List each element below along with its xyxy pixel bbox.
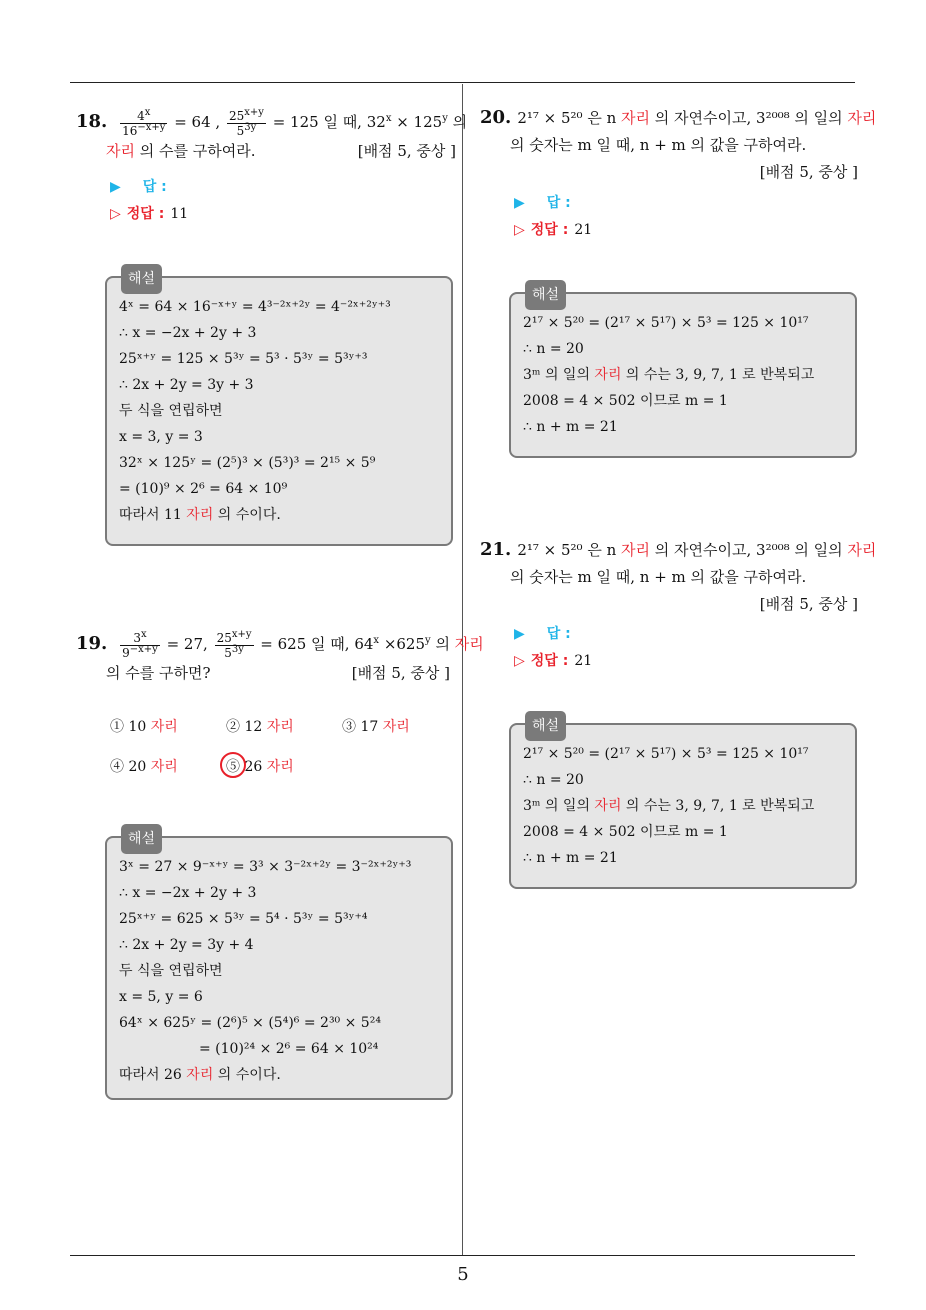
solution-line: = (10)⁹ × 2⁶ = 64 × 10⁹ bbox=[119, 481, 288, 497]
question-18 bbox=[76, 106, 468, 165]
solution-tag: 해설 bbox=[525, 711, 566, 741]
play-icon: ▶ bbox=[514, 195, 525, 211]
solution-line: 2¹⁷ × 5²⁰ = (2¹⁷ × 5¹⁷) × 5³ = 125 × 10¹⁷ bbox=[523, 746, 809, 762]
correct-answer-20: ▷ 정답 : 21 bbox=[514, 222, 593, 238]
choice-2[interactable]: ② 12 자리 bbox=[226, 719, 294, 735]
question-19 bbox=[76, 628, 484, 687]
choice-3[interactable]: ③ 17 자리 bbox=[342, 719, 410, 735]
solution-line: 두 식을 연립하면 bbox=[119, 963, 223, 979]
score: [배점 5, 중상 ] bbox=[759, 595, 858, 613]
question-number: 20. bbox=[480, 107, 512, 128]
solution-line: 2¹⁷ × 5²⁰ = (2¹⁷ × 5¹⁷) × 5³ = 125 × 10¹⁷ bbox=[523, 315, 809, 331]
solution-line: 2008 = 4 × 502 이므로 m = 1 bbox=[523, 824, 728, 840]
question-number: 18. bbox=[76, 111, 108, 132]
score: [배점 5, 중상 ] bbox=[759, 163, 858, 181]
solution-line: ∴ x = −2x + 2y + 3 bbox=[119, 325, 257, 341]
fraction-1: $\frac{4^x}{16^{-x+y}}$ bbox=[122, 106, 166, 138]
solution-line: 3ᵐ 의 일의 자리 의 수는 3, 9, 7, 1 로 반복되고 bbox=[523, 367, 815, 383]
score: [배점 5, 중상 ] bbox=[357, 141, 456, 160]
solution-box-18 bbox=[105, 271, 453, 546]
question-20-line1: 20. 2¹⁷ × 5²⁰ 은 n 자리 의 자연수이고, 3²⁰⁰⁸ 의 일의 자리 bbox=[480, 107, 877, 128]
play-icon: ▶ bbox=[514, 626, 525, 642]
play-outline-icon: ▷ bbox=[514, 653, 525, 669]
choice-4[interactable]: ④ 20 자리 bbox=[110, 759, 178, 775]
score: [배점 5, 중상 ] bbox=[351, 663, 450, 682]
play-outline-icon: ▷ bbox=[110, 206, 121, 222]
solution-line: ∴ n = 20 bbox=[523, 341, 584, 357]
question-18-line2: 자리 의 수를 구하여라. [배점 5, 중상 ] bbox=[106, 138, 456, 165]
solution-line: 3ᵐ 의 일의 자리 의 수는 3, 9, 7, 1 로 반복되고 bbox=[523, 798, 815, 814]
top-rule bbox=[70, 82, 855, 83]
solution-line: 64ˣ × 625ʸ = (2⁶)⁵ × (5⁴)⁶ = 2³⁰ × 5²⁴ bbox=[119, 1015, 381, 1031]
question-number: 21. bbox=[480, 539, 512, 560]
solution-line: ∴ n + m = 21 bbox=[523, 419, 618, 435]
solution-box-21 bbox=[509, 718, 857, 889]
question-19-line1: 19. $\frac{3^x}{9^{-x+y}}$ = 27, $\frac{25^{x+y}}{5^{3y}}$ = 625 일 때, $64^x \times 625^y$ 의 자리 bbox=[76, 628, 484, 660]
solution-line: = (10)²⁴ × 2⁶ = 64 × 10²⁴ bbox=[199, 1041, 379, 1057]
selected-circle-icon bbox=[220, 752, 246, 778]
solution-line: 25ˣ⁺ʸ = 625 × 5³ʸ = 5⁴ · 5³ʸ = 5³ʸ⁺⁴ bbox=[119, 911, 368, 927]
solution-box-19 bbox=[105, 831, 453, 1100]
fraction-2: $\frac{25^{x+y}}{5^{3y}}$ bbox=[216, 628, 252, 660]
page-number: 5 bbox=[457, 1264, 469, 1285]
solution-tag: 해설 bbox=[525, 280, 566, 310]
solution-line: 두 식을 연립하면 bbox=[119, 403, 223, 419]
solution-box-20 bbox=[509, 287, 857, 458]
choice-5-selected[interactable]: ⑤ 26 자리 bbox=[226, 756, 294, 776]
play-outline-icon: ▷ bbox=[514, 222, 525, 238]
fraction-1: $\frac{3^x}{9^{-x+y}}$ bbox=[122, 628, 158, 660]
column-divider bbox=[462, 84, 463, 1256]
correct-answer-21: ▷ 정답 : 21 bbox=[514, 653, 593, 669]
solution-line: 4ˣ = 64 × 16⁻ˣ⁺ʸ = 4³⁻²ˣ⁺²ʸ = 4⁻²ˣ⁺²ʸ⁺³ bbox=[119, 299, 391, 315]
solution-line: 32ˣ × 125ʸ = (2⁵)³ × (5³)³ = 2¹⁵ × 5⁹ bbox=[119, 455, 376, 471]
choice-1[interactable]: ① 10 자리 bbox=[110, 719, 178, 735]
solution-line: ∴ x = −2x + 2y + 3 bbox=[119, 885, 257, 901]
correct-answer-18: ▷ 정답 : 11 bbox=[110, 206, 189, 222]
solution-line: 2008 = 4 × 502 이므로 m = 1 bbox=[523, 393, 728, 409]
solution-line: 25ˣ⁺ʸ = 125 × 5³ʸ = 5³ · 5³ʸ = 5³ʸ⁺³ bbox=[119, 351, 368, 367]
solution-tag: 해설 bbox=[121, 824, 162, 854]
solution-conclusion: 따라서 26 자리 의 수이다. bbox=[119, 1067, 281, 1083]
answer-line-20: ▶ 답 : bbox=[514, 195, 571, 211]
solution-line: ∴ 2x + 2y = 3y + 3 bbox=[119, 377, 254, 393]
question-18-line1: 18. $\frac{4^x}{16^{-x+y}}$ = 64 , $\frac{25^{x+y}}{5^{3y}}$ = 125 일 때, $32^x \times 125^y$ 의 bbox=[76, 106, 468, 138]
question-21-line1: 21. 2¹⁷ × 5²⁰ 은 n 자리 의 자연수이고, 3²⁰⁰⁸ 의 일의 자리 bbox=[480, 539, 877, 560]
question-number: 19. bbox=[76, 633, 108, 654]
fraction-2: $\frac{25^{x+y}}{5^{3y}}$ bbox=[228, 106, 264, 138]
bottom-rule bbox=[70, 1255, 855, 1256]
solution-tag: 해설 bbox=[121, 264, 162, 294]
solution-line: ∴ n + m = 21 bbox=[523, 850, 618, 866]
solution-line: 3ˣ = 27 × 9⁻ˣ⁺ʸ = 3³ × 3⁻²ˣ⁺²ʸ = 3⁻²ˣ⁺²ʸ⁺³ bbox=[119, 859, 412, 875]
question-20 bbox=[480, 104, 877, 186]
solution-line: x = 3, y = 3 bbox=[119, 429, 203, 445]
answer-line-21: ▶ 답 : bbox=[514, 626, 571, 642]
question-20-line2: 의 숫자는 m 일 때, n + m 의 값을 구하여라. bbox=[510, 136, 807, 154]
solution-line: x = 5, y = 6 bbox=[119, 989, 203, 1005]
question-21-line2: 의 숫자는 m 일 때, n + m 의 값을 구하여라. bbox=[510, 568, 807, 586]
question-21 bbox=[480, 536, 877, 618]
answer-line-18: ▶ 답 : bbox=[110, 179, 167, 195]
solution-line: ∴ n = 20 bbox=[523, 772, 584, 788]
solution-line: ∴ 2x + 2y = 3y + 4 bbox=[119, 937, 254, 953]
question-19-line2: 의 수를 구하면? [배점 5, 중상 ] bbox=[106, 660, 454, 687]
play-icon: ▶ bbox=[110, 179, 121, 195]
solution-conclusion: 따라서 11 자리 의 수이다. bbox=[119, 507, 281, 523]
